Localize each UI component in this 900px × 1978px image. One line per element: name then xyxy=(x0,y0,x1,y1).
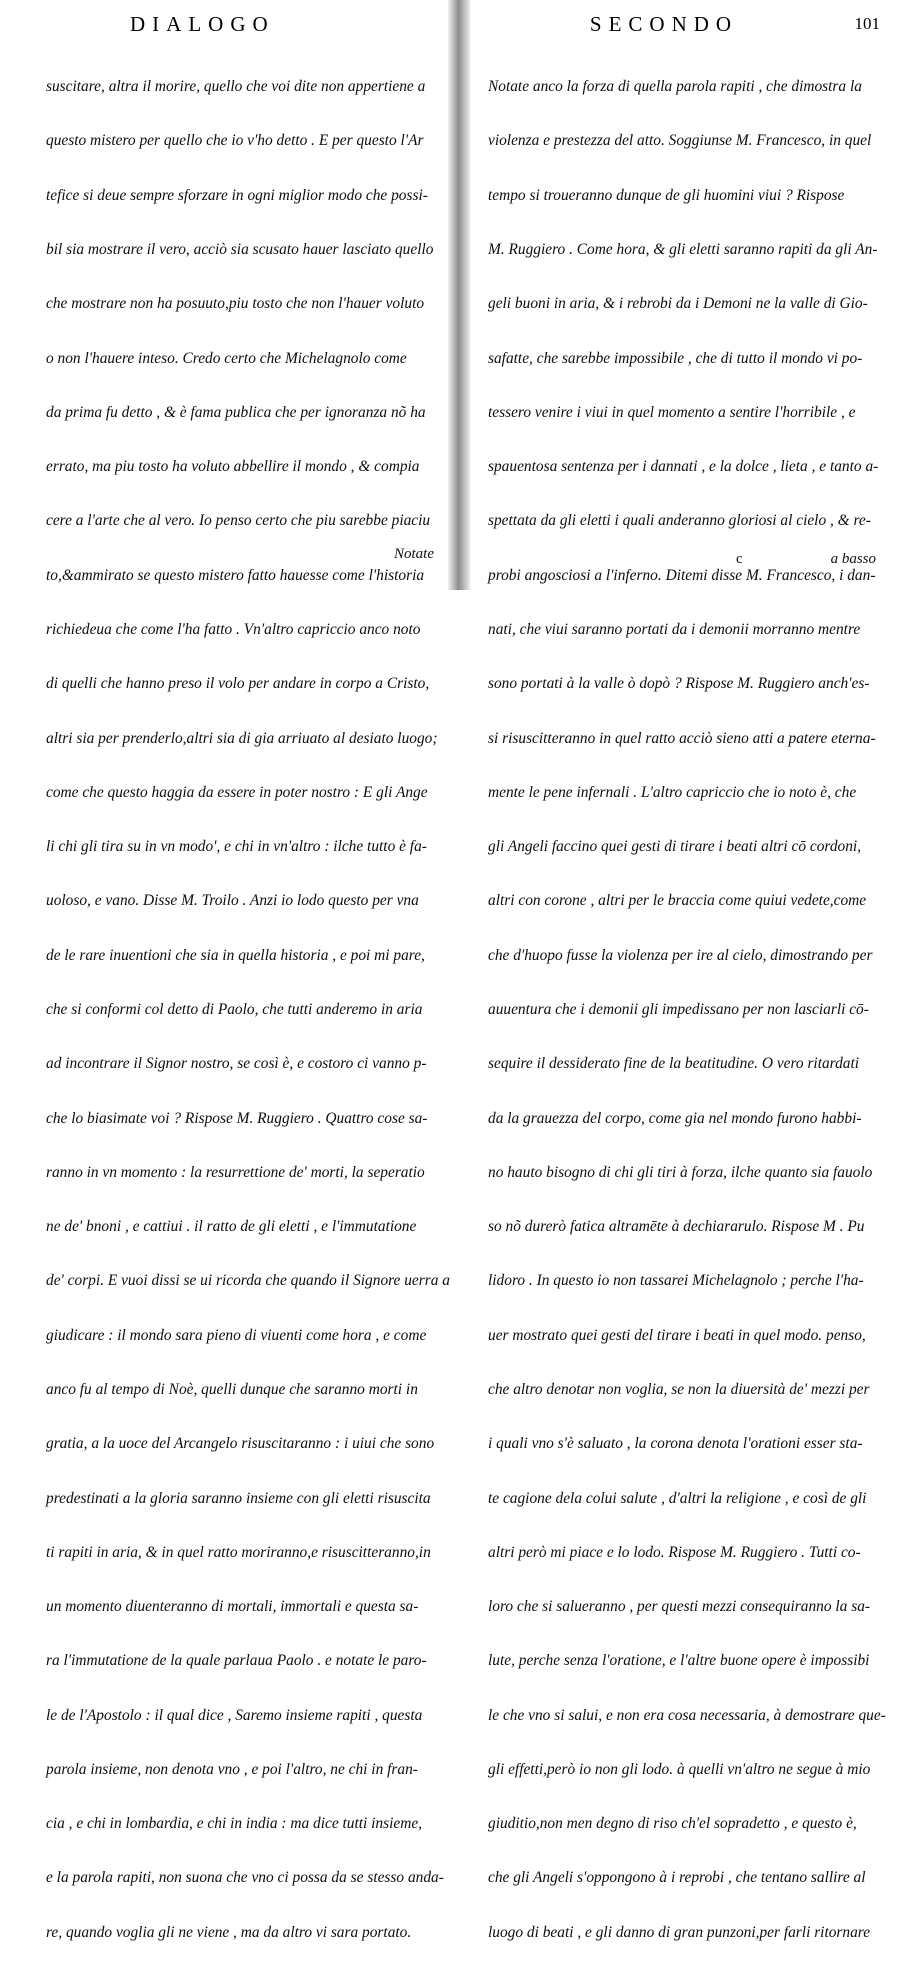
text-line: errato, ma piu tosto ha voluto abbellire il mondo , & compia xyxy=(46,458,420,476)
page-number: 101 xyxy=(854,14,880,33)
catchword-right: a basso xyxy=(830,551,876,567)
text-line: cere a l'arte che al vero. Io penso certo che piu sarebbe piaciu xyxy=(46,512,431,530)
right-page xyxy=(458,0,900,1941)
text-line: altri con corone , altri per le braccia come quiui vedete,come xyxy=(488,892,867,910)
text-line: gli Angeli faccino quei gesti di tirare i beati altri cō cordoni, xyxy=(488,838,862,856)
text-line: come che questo haggia da essere in poter nostro : E gli Ange xyxy=(46,783,428,801)
text-line: parola insieme, non denota vno , e poi l'altro, ne chi in fran- xyxy=(46,1760,418,1778)
text-line: ra l'immutatione de la quale parlaua Paolo . e notate le paro- xyxy=(46,1652,427,1670)
text-line: si risuscitteranno in quel ratto acciò sieno atti a patere eterna- xyxy=(488,729,876,747)
running-head-title: DIALOGO xyxy=(130,12,275,36)
text-line: luogo di beati , e gli danno di gran punzoni,per farli ritornare xyxy=(488,1923,871,1941)
text-line: le de l'Apostolo : il qual dice , Saremo insieme rapiti , questa xyxy=(46,1706,423,1724)
text-line: o non l'hauere inteso. Credo certo che Michelagnolo come xyxy=(46,349,407,367)
text-line: auuentura che i demonii gli impedissano per non lasciarli cō- xyxy=(488,1000,869,1018)
text-line: de le rare inuentioni che sia in quella historia , e poi mi pare, xyxy=(46,946,425,964)
text-line: da prima fu detto , & è fama publica che per ignoranza nõ ha xyxy=(46,403,426,421)
text-line: nati, che viui saranno portati da i demonii morranno mentre xyxy=(488,621,861,638)
text-line: un momento diuenteranno di mortali, immortali e questa sa- xyxy=(46,1598,419,1616)
running-head-title: SECONDO xyxy=(589,12,739,36)
text-line: i quali vno s'è saluato , la corona denota l'orationi esser sta- xyxy=(488,1435,863,1453)
text-line: sono portati à la valle ò dopò ? Rispose M. Ruggiero anch'es- xyxy=(488,675,870,693)
text-line: safatte, che sarebbe impossibile , che di tutto il mondo vi po- xyxy=(488,349,863,367)
text-line: anco fu al tempo di Noè, quelli dunque che saranno morti in xyxy=(46,1380,418,1398)
book-gutter xyxy=(448,0,470,590)
text-line: tessero venire i viui in quel momento a sentire l'horribile , e xyxy=(488,403,856,421)
right-text-block xyxy=(488,42,886,1978)
text-line: to,&ammirato se questo mistero fatto hauesse come l'historia xyxy=(46,566,425,584)
text-line: tefice si deue sempre sforzare in ogni miglior modo che possi- xyxy=(46,186,428,204)
text-line: ranno in vn momento : la resurrettione de' morti, la seperatio xyxy=(46,1163,425,1181)
text-line: che d'huopo fusse la violenza per ire al cielo, dimostrando per xyxy=(488,946,873,964)
text-line: di quelli che hanno preso il volo per andare in corpo a Cristo, xyxy=(46,675,430,693)
text-line: so nõ durerò fatica altramēte à dechiararulo. Rispose M . Pu xyxy=(488,1218,865,1236)
text-line: richiedeua che come l'ha fatto . Vn'altro capriccio anco noto xyxy=(46,621,421,638)
text-line: lute, perche senza l'oratione, e l'altre buone opere è impossibi xyxy=(488,1652,870,1670)
text-line: che lo biasimate voi ? Rispose M. Ruggiero . Quattro cose sa- xyxy=(46,1109,428,1127)
text-line: de' corpi. E vuoi dissi se ui ricorda che quando il Signore uerra a xyxy=(46,1272,450,1290)
text-line: che mostrare non ha posuuto,piu tosto che non l'hauer voluto xyxy=(46,295,425,313)
text-line: li chi gli tira su in vn modo', e chi in vn'altro : ilche tutto è fa- xyxy=(46,838,427,856)
text-line: ti rapiti in aria, & in quel ratto moriranno,e risuscitteranno,in xyxy=(46,1543,431,1561)
text-line: loro che si salueranno , per questi mezzi consequiranno la sa- xyxy=(488,1598,871,1616)
text-line: mente le pene infernali . L'altro capriccio che io noto è, che xyxy=(488,783,857,801)
text-line: ad incontrare il Signor nostro, se così è, e costoro ci vanno p- xyxy=(46,1055,427,1073)
text-line: che si conformi col detto di Paolo, che tutti anderemo in aria xyxy=(46,1000,423,1018)
text-line: Notate anco la forza di quella parola rapiti , che dimostra la xyxy=(488,78,862,96)
text-line: violenza e prestezza del atto. Soggiunse M. Francesco, in quel xyxy=(488,132,872,150)
text-line: te cagione dela colui salute , d'altri la religione , e così de gli xyxy=(488,1489,867,1507)
text-line: lidoro . In questo io non tassarei Michelagnolo ; perche l'ha- xyxy=(488,1272,864,1290)
left-page xyxy=(0,0,458,1941)
text-line: re, quando voglia gli ne viene , ma da altro vi sara portato. xyxy=(46,1923,412,1941)
text-line: cia , e chi in lombardia, e chi in india : ma dice tutti insieme, xyxy=(46,1815,423,1833)
text-line: sequire il dessiderato fine de la beatitudine. O vero ritardati xyxy=(488,1055,860,1073)
text-line: e la parola rapiti, non suona che vno ci possa da se stesso anda- xyxy=(46,1869,444,1887)
running-head-right xyxy=(488,12,880,42)
text-line: predestinati a la gloria saranno insieme con gli eletti risuscita xyxy=(46,1489,431,1507)
text-line: geli buoni in aria, & i rebrobi da i Demoni ne la valle di Gio- xyxy=(488,295,868,313)
text-line: gli effetti,però io non gli lodo. à quelli vn'altro ne segue à mio xyxy=(488,1760,871,1778)
text-line: spauentosa sentenza per i dannati , e la dolce , lieta , e tanto a- xyxy=(488,458,879,476)
text-line: uer mostrato quei gesti del tirare i beati in quel modo. penso, xyxy=(488,1326,866,1344)
text-line: le che vno si salui, e non era cosa necessaria, à demostrare que- xyxy=(488,1706,886,1724)
text-line: che gli Angeli s'oppongono à i reprobi , che tentano sallire al xyxy=(488,1869,866,1887)
text-line: questo mistero per quello che io v'ho detto . E per questo l'Ar xyxy=(46,132,424,150)
text-line: uoloso, e vano. Disse M. Troilo . Anzi io lodo questo per vna xyxy=(46,892,419,910)
text-line: gratia, a la uoce del Arcangelo risuscitaranno : i uiui che sono xyxy=(46,1435,435,1453)
text-line: probi angosciosi a l'inferno. Ditemi disse M. Francesco, i dan- xyxy=(488,566,876,584)
text-line: giuditio,non men degno di riso ch'el sopradetto , e questo è, xyxy=(488,1815,857,1833)
text-line: tempo si troueranno dunque de gli huomini viui ? Rispose xyxy=(488,186,845,204)
text-line: altri però mi piace e lo lodo. Rispose M. Ruggiero . Tutti co- xyxy=(488,1543,861,1561)
running-head-left xyxy=(46,12,440,42)
signature-mark: c xyxy=(736,551,743,567)
text-line: che altro denotar non voglia, se non la diuersità de' mezzi per xyxy=(488,1380,870,1398)
text-line: spettata da gli eletti i quali anderanno gloriosi al cielo , & re- xyxy=(488,512,871,530)
catchword-left: Notate xyxy=(394,546,434,562)
text-line: da la grauezza del corpo, come gia nel mondo furono habbi- xyxy=(488,1109,862,1127)
text-line: no hauto bisogno di chi gli tiri à forza, ilche quanto sia fauolo xyxy=(488,1163,873,1181)
text-line: giudicare : il mondo sara pieno di viuenti come hora , e come xyxy=(46,1326,427,1344)
text-line: altri sia per prenderlo,altri sia di gia arriuato al desiato luogo; xyxy=(46,729,438,747)
text-line: suscitare, altra il morire, quello che voi dite non appertiene a xyxy=(46,78,426,96)
text-line: bil sia mostrare il vero, acciò sia scusato hauer lasciato quello xyxy=(46,241,434,259)
text-line: ne de' bnoni , e cattiui . il ratto de gli eletti , e l'immutatione xyxy=(46,1218,417,1236)
text-line: M. Ruggiero . Come hora, & gli eletti saranno rapiti da gli An- xyxy=(488,241,878,259)
left-text-block xyxy=(46,42,450,1978)
